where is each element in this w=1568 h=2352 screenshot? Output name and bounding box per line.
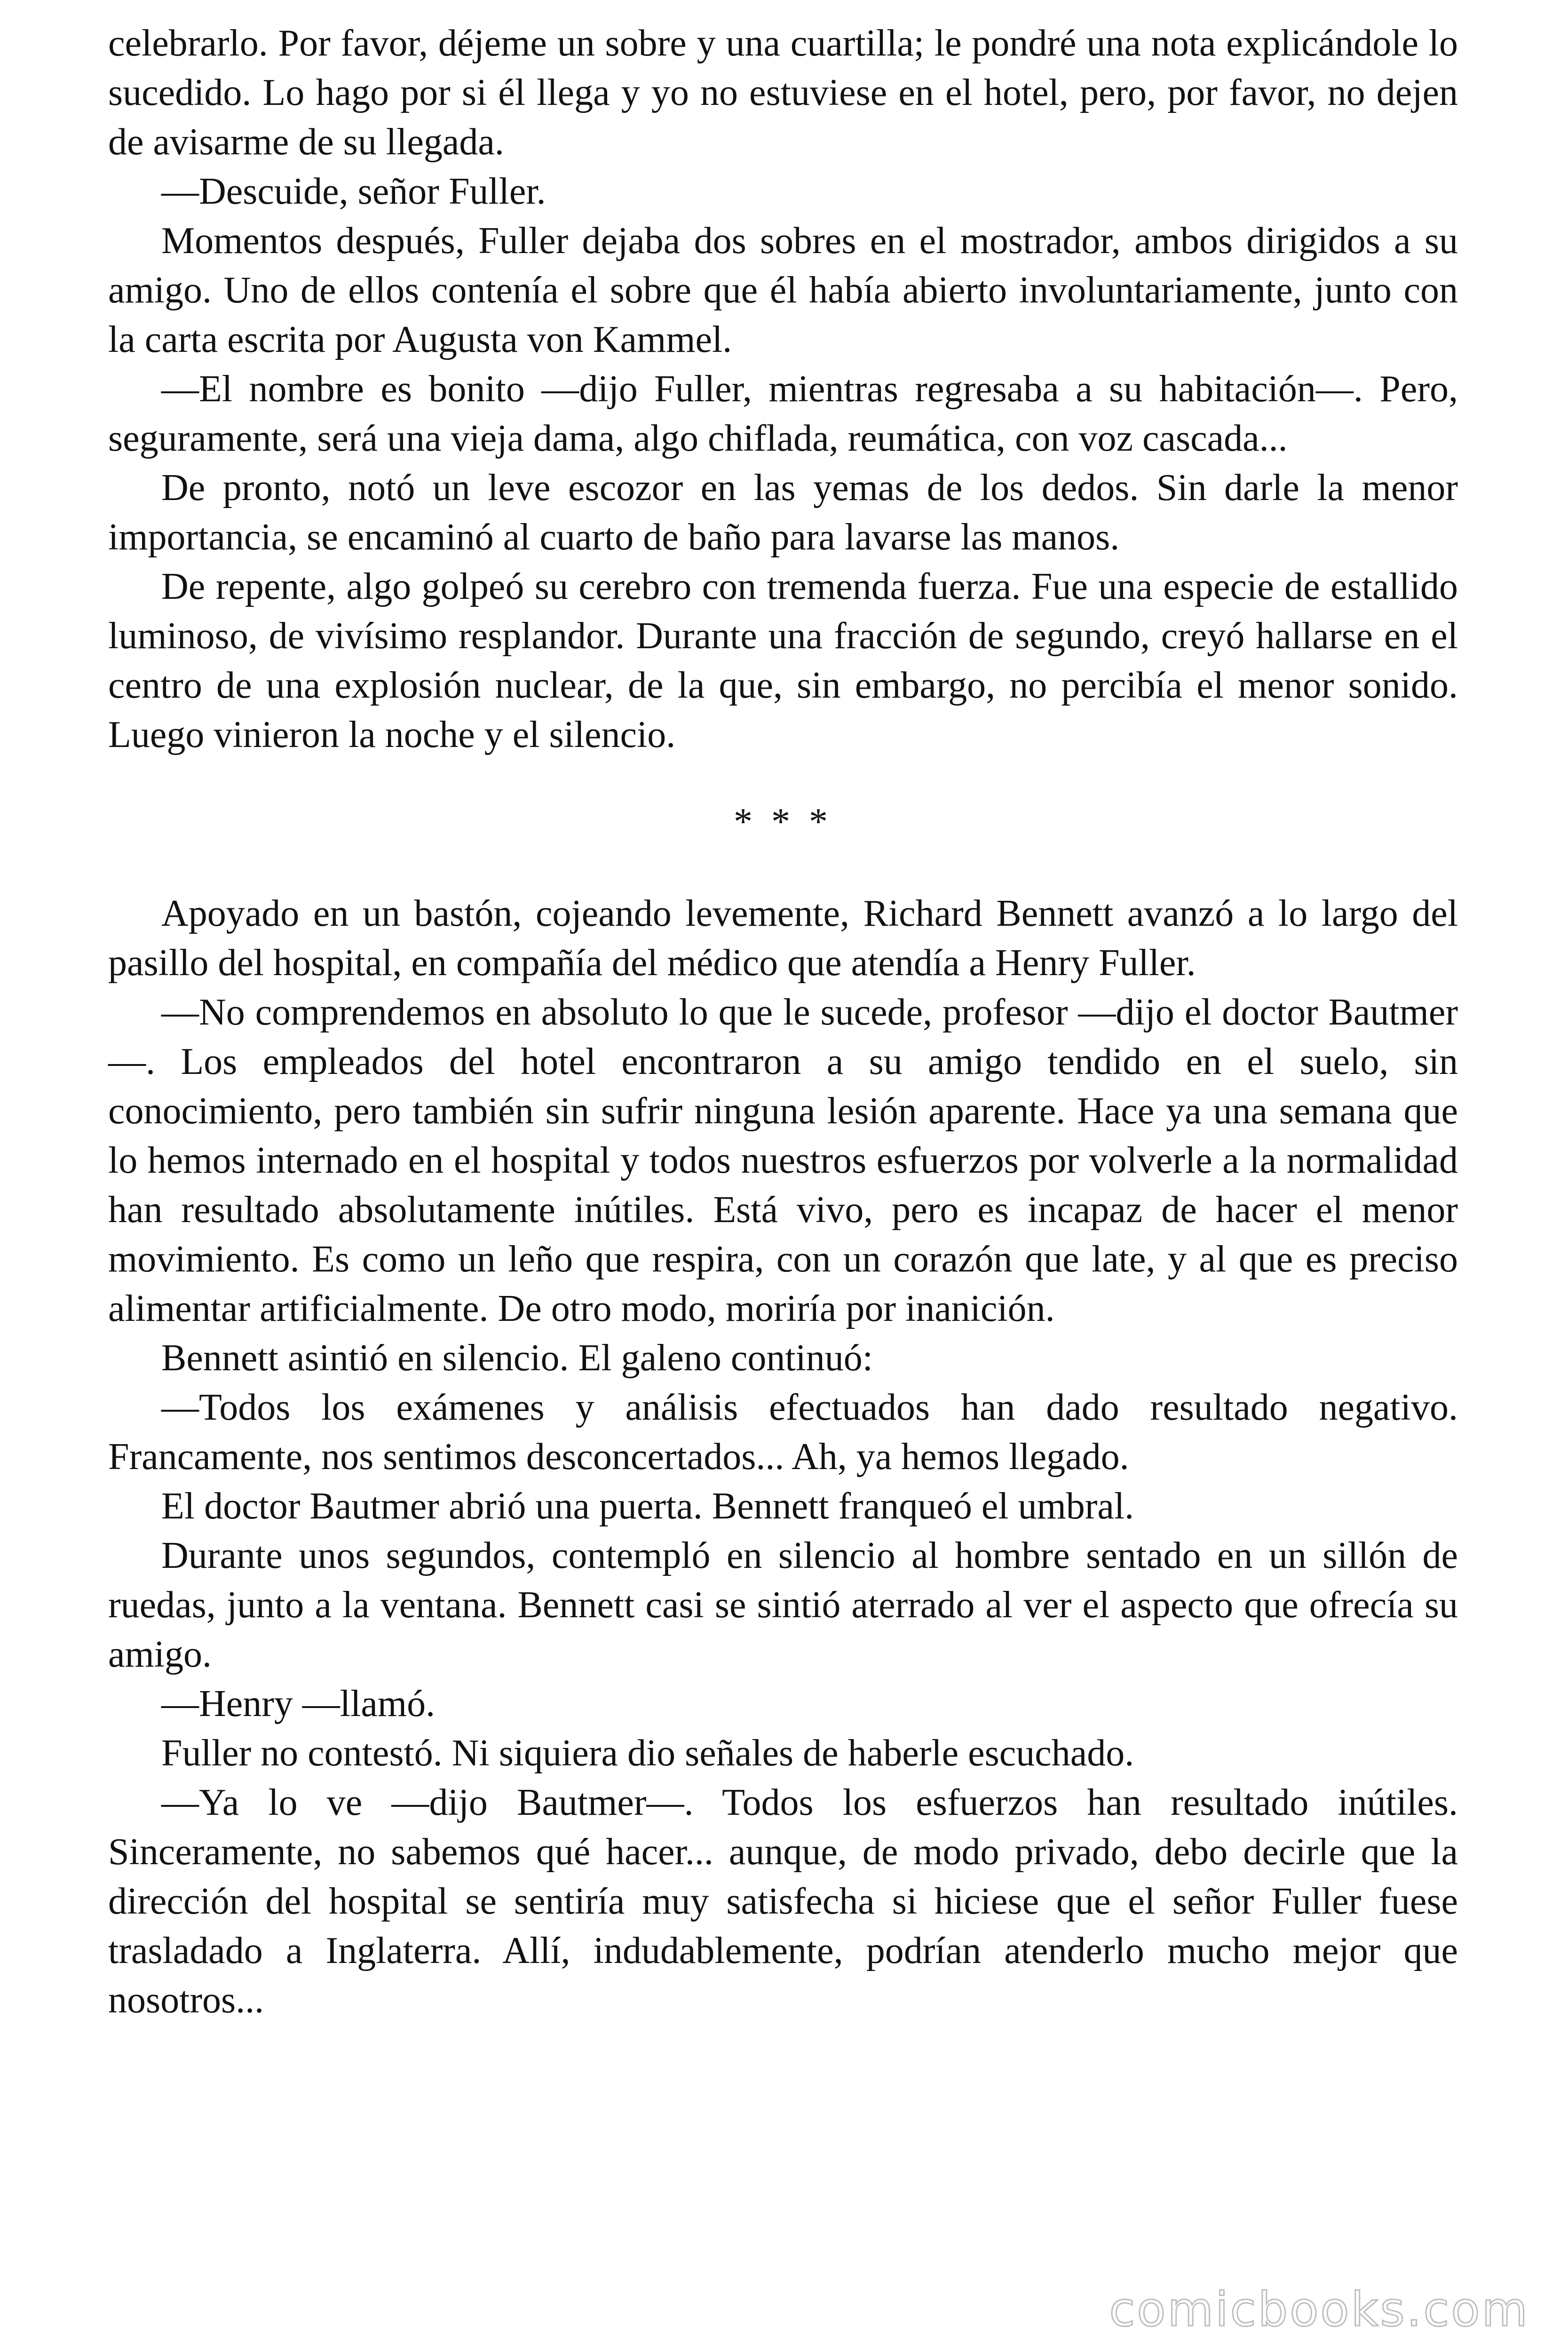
paragraph: —Descuide, señor Fuller. bbox=[161, 171, 546, 212]
paragraph: —No comprendemos en absoluto lo que le sucede, profesor —dijo el doctor Bautmer—. Los empleados del hotel encontraron a su amigo tendido en el suelo, sin conocimiento, pero también sin sufrir ninguna lesión aparente. Hace ya una semana que lo hemos internado en el hospital y todos nuestros esfuerzos por volverle a la normalidad han resultado absolutamente inútiles. Está vivo, pero es incapaz de hacer el menor movimiento. Es como un leño que respira, con un corazón que late, y al que es preciso alimentar artificialmente. De otro modo, moriría por inanición. bbox=[108, 992, 1458, 1329]
paragraph: El doctor Bautmer abrió una puerta. Bennett franqueó el umbral. bbox=[161, 1486, 1134, 1527]
paragraph: De pronto, notó un leve escozor en las yemas de los dedos. Sin darle la menor importancia, se encaminó al cuarto de baño para lavarse las manos. bbox=[108, 467, 1458, 558]
section-hotel bbox=[108, 19, 1458, 760]
paragraph: Durante unos segundos, contempló en silencio al hombre sentado en un sillón de ruedas, junto a la ventana. Bennett casi se sintió aterrado al ver el aspecto que ofrecía su amigo. bbox=[108, 1535, 1458, 1675]
scene-break: * * * bbox=[734, 801, 832, 842]
paragraph: De repente, algo golpeó su cerebro con tremenda fuerza. Fue una especie de estallido luminoso, de vivísimo resplandor. Durante una fracción de segundo, creyó hallarse en el centro de una explosión nuclear, de la que, sin embargo, no percibía el menor sonido. Luego vinieron la noche y el silencio. bbox=[108, 566, 1458, 755]
paragraph: —Todos los exámenes y análisis efectuados han dado resultado negativo. Francamente, nos sentimos desconcertados... Ah, ya hemos llegado. bbox=[108, 1387, 1458, 1478]
paragraph: Apoyado en un bastón, cojeando levemente, Richard Bennett avanzó a lo largo del pasillo del hospital, en compañía del médico que atendía a Henry Fuller. bbox=[108, 893, 1458, 984]
paragraph: —El nombre es bonito —dijo Fuller, mientras regresaba a su habitación—. Pero, seguramente, será una vieja dama, algo chiflada, reumática, con voz cascada... bbox=[108, 368, 1458, 459]
book-page bbox=[108, 19, 1458, 2025]
paragraph: celebrarlo. Por favor, déjeme un sobre y una cuartilla; le pondré una nota explicándole lo sucedido. Lo hago por si él llega y yo no estuviese en el hotel, pero, por favor, no dejen de avisarme de su llegada. bbox=[108, 23, 1458, 163]
paragraph: Bennett asintió en silencio. El galeno continuó: bbox=[161, 1337, 873, 1379]
watermark-logo: comicbooks.com bbox=[1109, 2282, 1529, 2337]
paragraph: —Henry —llamó. bbox=[161, 1683, 436, 1724]
paragraph: —Ya lo ve —dijo Bautmer—. Todos los esfuerzos han resultado inútiles. Sinceramente, no sabemos qué hacer... aunque, de modo privado, debo decirle que la dirección del hospital se sentiría muy satisfecha si hiciese que el señor Fuller fuese trasladado a Inglaterra. Allí, indudablemente, podrían atenderlo mucho mejor que nosotros... bbox=[108, 1782, 1458, 2021]
paragraph: Fuller no contestó. Ni siquiera dio señales de haberle escuchado. bbox=[161, 1732, 1134, 1774]
paragraph: Momentos después, Fuller dejaba dos sobres en el mostrador, ambos dirigidos a su amigo. Uno de ellos contenía el sobre que él había abierto involuntariamente, junto con la carta escrita por Augusta von Kammel. bbox=[108, 220, 1458, 360]
section-hospital bbox=[108, 889, 1458, 2025]
